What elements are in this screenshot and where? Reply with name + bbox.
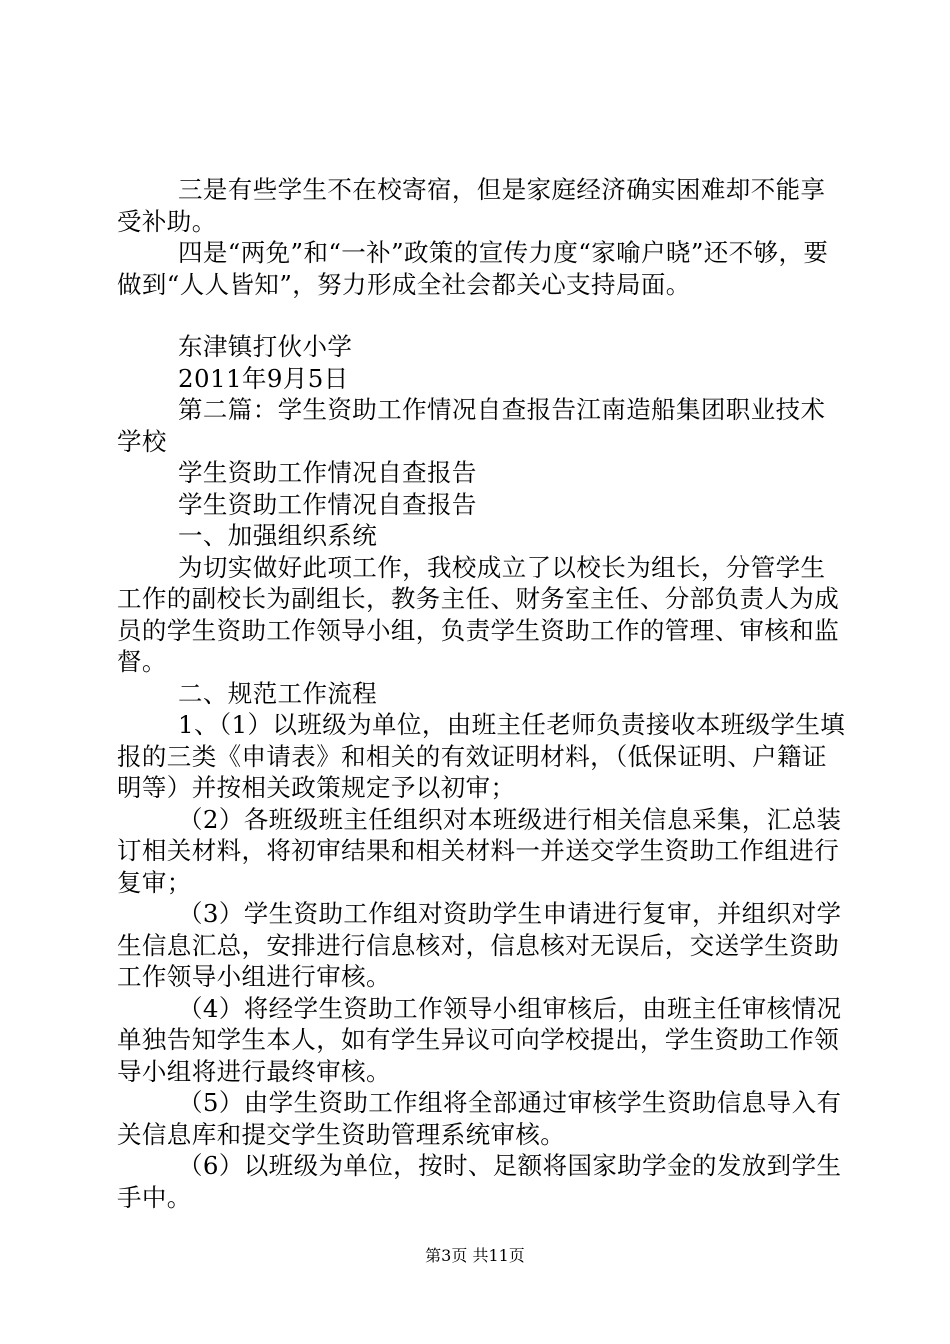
paragraph: 三是有些学生不在校寄宿，但是家庭经济确实困难却不能享受补助。 [117, 175, 826, 236]
section-title: 第二篇：学生资助工作情况自查报告江南造船集团职业技术学校 [117, 395, 826, 456]
heading: 二、规范工作流程 [178, 678, 378, 708]
document-body [117, 174, 847, 1213]
signature-date: 2011年9月5日 [178, 363, 349, 393]
paragraph: 1、（1）以班级为单位，由班主任老师负责接收本班级学生填报的三类《申请表》和相关的有效证明材料，（低保证明、户籍证明等）并按相关政策规定予以初审； [117, 710, 846, 802]
paragraph: 四是“两免”和“一补”政策的宣传力度“家喻户晓”还不够，要做到“人人皆知”，努力形成全社会都关心支持局面。 [117, 238, 829, 299]
heading: 一、加强组织系统 [178, 521, 378, 550]
paragraph: （5）由学生资助工作组将全部通过审核学生资助信息导入有关信息库和提交学生资助管理系统审核。 [117, 1088, 842, 1149]
paragraph: 为切实做好此项工作，我校成立了以校长为组长，分管学生工作的副校长为副组长，教务主任、财务室主任、分部负责人为成员的学生资助工作领导小组，负责学生资助工作的管理、审核和监督。 [117, 552, 840, 676]
paragraph: （2）各班级班主任组织对本班级进行相关信息采集，汇总装订相关材料，将初审结果和相关材料一并送交学生资助工作组进行复审； [117, 804, 842, 897]
paragraph: （3）学生资助工作组对资助学生申请进行复审，并组织对学生信息汇总，安排进行信息核对，信息核对无误后，交送学生资助工作领导小组进行审核。 [117, 899, 842, 991]
paragraph-gap [117, 300, 847, 331]
page-number: 第3页 共11页 [425, 1246, 525, 1265]
report-title: 学生资助工作情况自查报告 [178, 458, 477, 487]
report-title: 学生资助工作情况自查报告 [178, 489, 477, 519]
paragraph: （4）将经学生资助工作领导小组审核后，由班主任审核情况单独告知学生本人，如有学生异议可向学校提出，学生资助工作领导小组将进行最终审核。 [117, 993, 842, 1086]
paragraph: （6）以班级为单位，按时、足额将国家助学金的发放到学生手中。 [117, 1151, 842, 1212]
signature-school: 东津镇打伙小学 [178, 332, 353, 361]
